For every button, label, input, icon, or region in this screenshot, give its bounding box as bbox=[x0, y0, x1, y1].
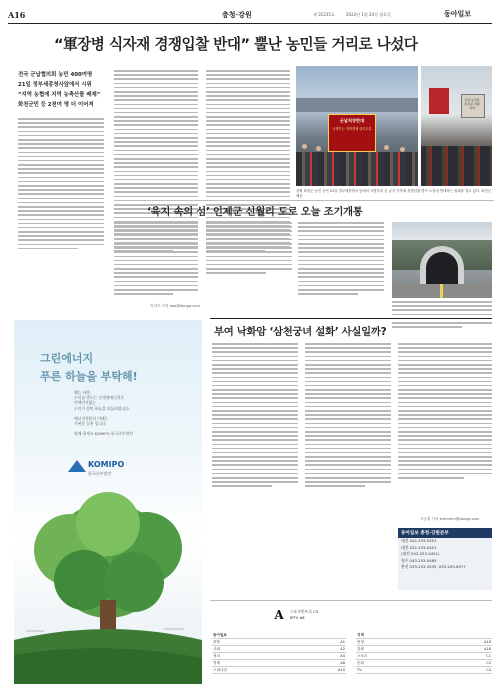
masthead-rule bbox=[8, 23, 492, 24]
komipo-logo: KOMIPO 한국중부발전 bbox=[68, 460, 128, 490]
index-rule bbox=[210, 600, 492, 601]
contact-row: (대전 042-253-0451) bbox=[401, 551, 440, 556]
protest-photo-main bbox=[296, 66, 418, 186]
tree-illustration bbox=[14, 490, 202, 684]
protest-banner bbox=[328, 114, 376, 152]
photo-caption: 강원 화천군 농민 등이 21일 정부세종청사 앞에서 국방부의 군 급식 식자재 경쟁입찰 방식 도입에 반대하는 집회를 열고 있다. 화천군 제공 bbox=[296, 189, 492, 198]
article3-col3 bbox=[398, 343, 492, 479]
headline-3: 부여 낙화암 ‘삼천궁녀 설화’ 사실일까? bbox=[214, 326, 387, 338]
contact-row: 춘천 033-253-3535, 033-253-8577 bbox=[401, 564, 466, 569]
subhead-2: 21일 정부세종청사앞에서 시위 bbox=[18, 82, 92, 88]
headline3-rule bbox=[210, 318, 492, 319]
index-logo: A bbox=[274, 608, 284, 622]
article2-col3 bbox=[298, 222, 384, 295]
subheads bbox=[18, 70, 104, 110]
index-group-head: 동아일보 bbox=[212, 632, 346, 639]
section-label: 충청·강원 bbox=[222, 11, 252, 19]
contact-box bbox=[398, 528, 492, 590]
masthead bbox=[8, 6, 492, 24]
side-sign: 군납 농민들 존속된 지원하라 bbox=[464, 98, 480, 110]
ad-title-1: 그린에너지 bbox=[40, 352, 94, 365]
subhead-3: “지역 농협에 지역 농축산물 배제” bbox=[18, 92, 101, 98]
brand-logo: 동아일보 bbox=[444, 9, 472, 18]
ad-copy: 해는 바람, 우리를 만드는 신재생에너지로 미세먼지없는 우리가 살던 하늘을 되돌려봅니다. 에너지전환의 미래는 가벼운 실천 입니다. 함께 하세요 KOMIPO 한국중부발전 bbox=[74, 390, 133, 437]
byline-1: 이인모 기자 imo@donga.com bbox=[150, 304, 200, 308]
index-items bbox=[290, 609, 370, 621]
banner-text-1: 군납직장반대 bbox=[339, 118, 365, 123]
contact-row: 대전 042-253-0451 bbox=[401, 538, 437, 543]
contact-box-title: 동아일보 충청·강원본부 bbox=[398, 528, 492, 538]
subhead-1: 전국 군납협의회 농민 400여명 bbox=[18, 72, 93, 78]
index-table-1: 동아일보 종합 A1 사회 A2 정치 A4 경제 A8 오피니언 A10 bbox=[213, 632, 345, 672]
contact-row: 청주 043-253-0465 bbox=[401, 557, 437, 563]
byline-2: 사공훈 기자 kmmmm@donga.com bbox=[420, 517, 480, 521]
index-item: 스포츠인트로 C3 bbox=[290, 609, 319, 614]
energy-advertisement bbox=[14, 320, 202, 684]
issue-date: 2022년 1월 24일 월요일 bbox=[346, 12, 391, 17]
article3-col2 bbox=[305, 343, 391, 487]
article1-col1 bbox=[18, 118, 104, 249]
article3-col1 bbox=[212, 343, 298, 487]
tunnel-photo bbox=[392, 222, 492, 298]
index-group-head: 지역 bbox=[356, 632, 492, 639]
index-item: IPTV A8 bbox=[290, 615, 305, 620]
subhead-4: 화천군민 등 2천여 명 더 이어져 bbox=[18, 102, 94, 108]
index-table-2: 지역 충청 A16 강원 A16 스포츠 C1 문화 C2 TV C4 bbox=[357, 632, 491, 672]
article2-col2 bbox=[206, 222, 292, 274]
main-headline: “軍장병 식자재 경쟁입찰 반대” 뿔난 농민들 거리로 나섰다 bbox=[54, 36, 418, 53]
headline-2: ‘육지 속의 섬’ 인제군 신월리 도로 오늘 조기개통 bbox=[147, 206, 363, 218]
article2-col1 bbox=[114, 222, 198, 295]
ad-title-2: 푸른 하늘을 부탁해! bbox=[40, 370, 138, 383]
issue-number: 제 31235호 bbox=[313, 12, 335, 17]
contact-row: 대전 042-253-0451 bbox=[401, 544, 437, 550]
protest-photo-side bbox=[421, 66, 492, 186]
page-number: A16 bbox=[8, 10, 26, 20]
headline2-rule bbox=[114, 200, 494, 201]
banner-text-2: 국방부는 지역경제 살리도록 bbox=[332, 127, 372, 131]
komipo-logo-mark bbox=[68, 460, 86, 472]
